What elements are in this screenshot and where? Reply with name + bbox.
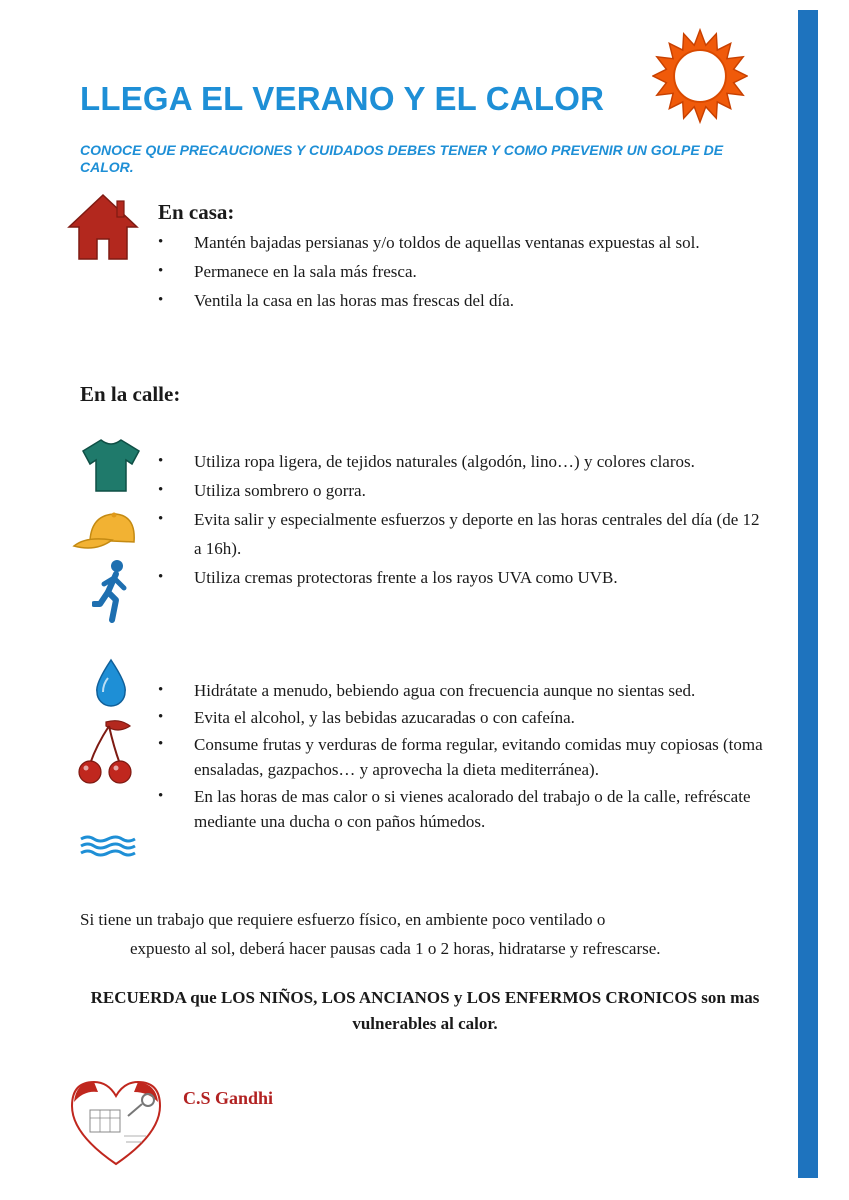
side-accent-bar: [798, 10, 818, 1178]
page-title: LLEGA EL VERANO Y EL CALOR: [80, 80, 605, 117]
work-note: [80, 905, 780, 963]
home-heading: En casa:: [158, 200, 235, 224]
street-list: [158, 447, 768, 592]
list-item: • Evita salir y especialmente esfuerzos y deporte en las horas centrales del día (de 12 a 16h).: [158, 505, 768, 563]
health-center-name: C.S Gandhi: [183, 1088, 274, 1108]
list-item: • Evita el alcohol, y las bebidas azucaradas o con cafeína.: [158, 705, 768, 730]
waves-icon: [80, 834, 136, 858]
cap-icon: [72, 510, 140, 552]
list-item: • Ventila la casa en las horas mas frescas del día.: [158, 286, 768, 315]
sun-icon: [652, 28, 748, 124]
health-list: [158, 678, 768, 836]
work-note-line-2: expuesto al sol, deberá hacer pausas cada 1 o 2 horas, hidratarse y refrescarse.: [130, 939, 661, 958]
home-list: [158, 228, 768, 315]
list-item: • Permanece en la sala más fresca.: [158, 257, 768, 286]
health-center-logo: [64, 1072, 168, 1168]
page-subtitle: CONOCE QUE PRECAUCIONES Y CUIDADOS DEBES TENER Y COMO PREVENIR UN GOLPE DE CALOR.: [80, 142, 724, 175]
list-item: • Hidrátate a menudo, bebiendo agua con frecuencia aunque no sientas sed.: [158, 678, 768, 703]
list-item: • Mantén bajadas persianas y/o toldos de aquellas ventanas expuestas al sol.: [158, 228, 768, 257]
list-item: • Consume frutas y verduras de forma regular, evitando comidas muy copiosas (toma ensaladas, gazpachos… y aprovecha la dieta mediterránea).: [158, 732, 768, 782]
list-item: • En las horas de mas calor o si vienes acalorado del trabajo o de la calle, refréscate mediante una ducha o con paños húmedos.: [158, 784, 768, 834]
tshirt-icon: [81, 437, 141, 493]
water-drop-icon: [93, 658, 129, 708]
list-item: • Utiliza sombrero o gorra.: [158, 476, 768, 505]
runner-icon: [92, 558, 132, 624]
list-item: • Utiliza ropa ligera, de tejidos naturales (algodón, lino…) y colores claros.: [158, 447, 768, 476]
reminder-text: RECUERDA que LOS NIÑOS, LOS ANCIANOS y LOS ENFERMOS CRONICOS son mas vulnerables al calor.: [90, 988, 760, 1033]
cherries-icon: [76, 716, 136, 786]
street-heading: En la calle:: [80, 382, 181, 406]
work-note-line-1: Si tiene un trabajo que requiere esfuerzo físico, en ambiente poco ventilado o: [80, 910, 606, 929]
list-item: • Utiliza cremas protectoras frente a los rayos UVA como UVB.: [158, 563, 768, 592]
house-icon: [67, 193, 139, 261]
